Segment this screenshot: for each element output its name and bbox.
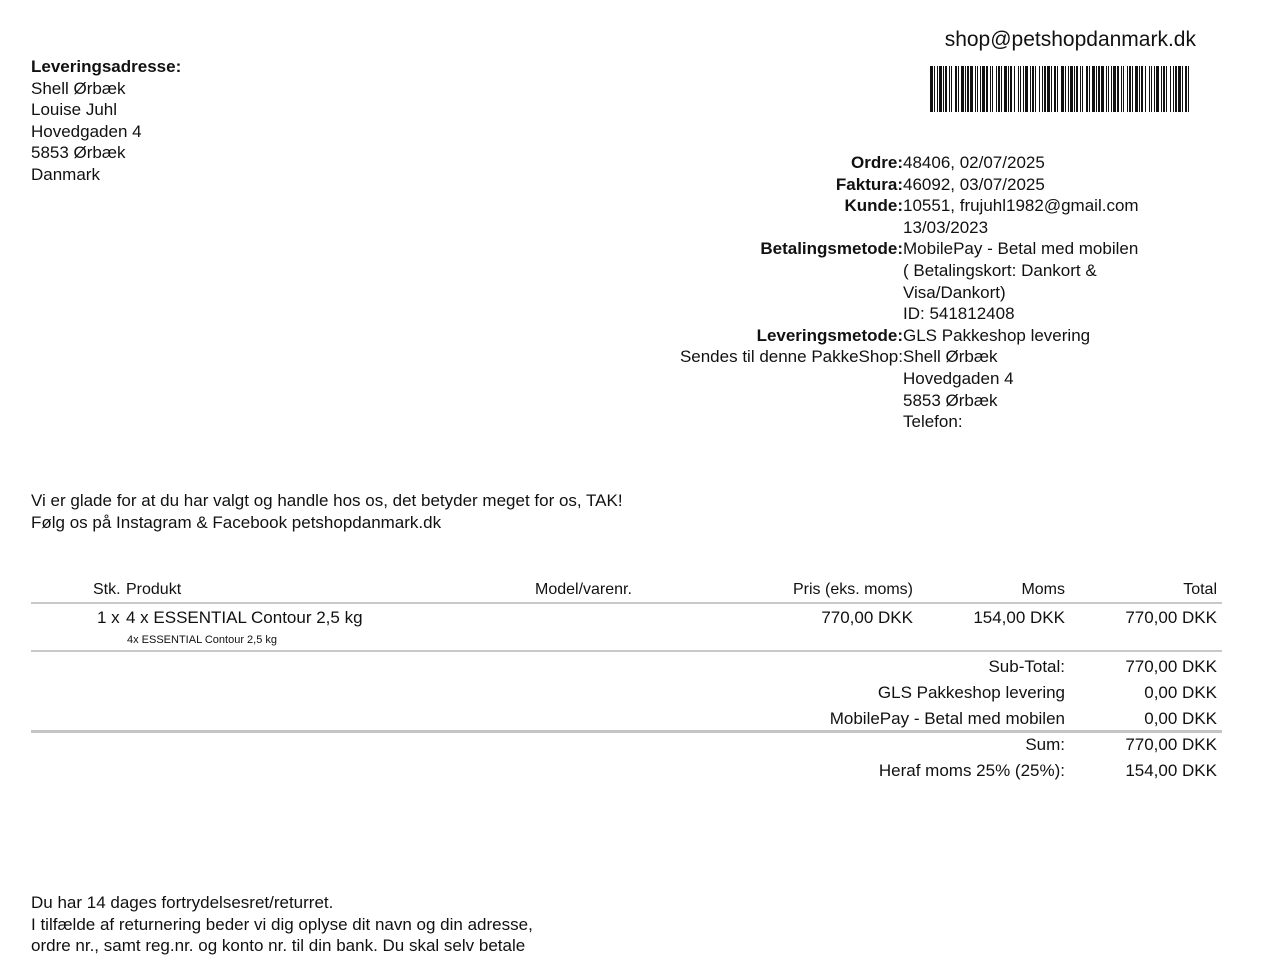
barcode-bar xyxy=(945,66,947,112)
order-info-row xyxy=(560,390,1260,412)
invoice-label: Faktura: xyxy=(835,174,903,194)
pakkeshop-label: Sendes til denne PakkeShop: xyxy=(679,347,903,367)
barcode-bar xyxy=(1145,66,1146,112)
customer-value: 10551, frujuhl1982@gmail.com xyxy=(903,196,1139,216)
barcode-bar xyxy=(1032,66,1034,112)
barcode-bar xyxy=(934,66,935,112)
barcode-bar xyxy=(965,66,966,112)
item-product: 4 x ESSENTIAL Contour 2,5 kg xyxy=(126,608,363,627)
barcode-bar xyxy=(937,66,938,112)
barcode-bar xyxy=(1182,66,1183,112)
barcode-bar xyxy=(980,66,981,112)
barcode-bar xyxy=(1025,66,1028,112)
return-policy-line: Du har 14 dages fortrydelsesret/returret. xyxy=(31,893,334,912)
delivery-line: 5853 Ørbæk xyxy=(31,143,126,163)
header-product: Produkt xyxy=(126,581,182,598)
delivery-line: Shell Ørbæk xyxy=(31,78,126,98)
barcode-bar xyxy=(1074,66,1075,112)
barcode-bar xyxy=(986,66,988,112)
shop-email: shop@petshopdanmark.dk xyxy=(944,28,1196,51)
barcode-bar xyxy=(1035,66,1036,112)
barcode-bar xyxy=(1127,66,1128,112)
thank-you-message xyxy=(31,490,623,533)
barcode-bar xyxy=(1068,66,1069,112)
barcode-bar xyxy=(1014,66,1015,112)
header-moms: Moms xyxy=(1021,581,1065,598)
barcode-bar xyxy=(1106,66,1107,112)
info-label-empty xyxy=(560,411,903,433)
barcode-bar xyxy=(1089,66,1090,112)
social-line: Følg os på Instagram & Facebook petshopdanmark.dk xyxy=(31,512,442,532)
header-price: Pris (eks. moms) xyxy=(793,581,913,598)
barcode-bar xyxy=(1051,66,1052,112)
info-label-empty xyxy=(560,217,903,239)
barcode-bar xyxy=(1113,66,1116,112)
order-info-row xyxy=(560,282,1260,304)
order-info-row xyxy=(560,195,1260,217)
barcode-bar xyxy=(1161,66,1162,112)
barcode-bar xyxy=(1020,66,1021,112)
barcode-bar xyxy=(1030,66,1031,112)
barcode-bar xyxy=(1008,66,1009,112)
barcode-bar xyxy=(1018,66,1019,112)
barcode-bar xyxy=(1178,66,1181,112)
barcode-bar xyxy=(1117,66,1119,112)
return-policy-line: I tilfælde af returnering beder vi dig oplyse dit navn og din adresse, xyxy=(31,914,533,934)
payment-method-label: Betalingsmetode: xyxy=(760,239,903,259)
delivery-address xyxy=(31,56,181,186)
barcode-bar xyxy=(951,66,952,112)
barcode-bar xyxy=(1156,66,1159,112)
barcode-bar xyxy=(1149,66,1150,112)
barcode-bar xyxy=(943,66,944,112)
header-model: Model/varenr. xyxy=(535,581,632,598)
payment-card-line: ( Betalingskort: Dankort & xyxy=(903,260,1097,280)
barcode-bar xyxy=(1001,66,1002,112)
item-qty: 1 x xyxy=(97,608,120,627)
barcode-bar xyxy=(1123,66,1124,112)
thank-you-line: Vi er glade for at du har valgt og handle hos os, det betyder meget for os, TAK! xyxy=(31,491,623,510)
totals-row xyxy=(31,759,1222,785)
barcode-bar xyxy=(1108,66,1109,112)
order-info-row xyxy=(560,346,1260,368)
barcode xyxy=(930,66,1192,112)
pakkeshop-street: Hovedgaden 4 xyxy=(903,368,1014,388)
item-total: 770,00 DKK xyxy=(1125,608,1217,627)
pakkeshop-phone: Telefon: xyxy=(903,412,963,432)
pakkeshop-city: 5853 Ørbæk xyxy=(903,390,998,410)
barcode-bar xyxy=(1010,66,1012,112)
order-info-row xyxy=(560,368,1260,390)
barcode-bar xyxy=(1086,66,1088,112)
barcode-bar xyxy=(955,66,957,112)
order-info-row xyxy=(560,174,1260,196)
barcode-bar xyxy=(1121,66,1122,112)
barcode-bar xyxy=(1173,66,1174,112)
vat-value: 154,00 DKK xyxy=(1125,761,1217,780)
barcode-bar xyxy=(998,66,1000,112)
barcode-bar xyxy=(975,66,976,112)
customer-date: 13/03/2023 xyxy=(903,217,989,237)
barcode-bar xyxy=(1188,66,1189,112)
barcode-bar xyxy=(1154,66,1155,112)
totals-row xyxy=(31,704,1222,730)
barcode-bar xyxy=(1023,66,1024,112)
barcode-bar xyxy=(1076,66,1078,112)
barcode-bar xyxy=(1092,66,1095,112)
barcode-bar xyxy=(1151,66,1152,112)
totals-row xyxy=(31,652,1222,678)
barcode-bar xyxy=(1111,66,1112,112)
barcode-bar xyxy=(1057,66,1058,112)
delivery-method-value: GLS Pakkeshop levering xyxy=(903,325,1091,345)
item-subtitle: 4x ESSENTIAL Contour 2,5 kg xyxy=(127,634,277,646)
barcode-bar xyxy=(930,66,933,112)
barcode-bar xyxy=(1044,66,1046,112)
barcode-bar xyxy=(1135,66,1138,112)
payment-method-value: MobilePay - Betal med mobilen xyxy=(903,239,1139,259)
item-moms: 154,00 DKK xyxy=(973,608,1065,627)
order-info-row xyxy=(560,411,1260,433)
subtotal-label: Sub-Total: xyxy=(988,657,1065,676)
table-header xyxy=(31,580,1222,604)
barcode-bar xyxy=(961,66,964,112)
order-lines-table xyxy=(31,580,1222,785)
order-info-row xyxy=(560,238,1260,260)
barcode-bar xyxy=(1039,66,1040,112)
delivery-address-title: Leveringsadresse: xyxy=(31,57,182,76)
info-label-empty xyxy=(560,282,903,304)
barcode-bar xyxy=(970,66,973,112)
info-label-empty xyxy=(560,303,903,325)
barcode-bar xyxy=(977,66,978,112)
delivery-line: Hovedgaden 4 xyxy=(31,121,142,141)
payment-id: ID: 541812408 xyxy=(903,304,1015,324)
barcode-bar xyxy=(1141,66,1143,112)
info-label-empty xyxy=(560,260,903,282)
barcode-bar xyxy=(990,66,991,112)
subtotal-value: 770,00 DKK xyxy=(1125,657,1217,676)
barcode-bar xyxy=(1065,66,1066,112)
barcode-bar xyxy=(1166,66,1167,112)
barcode-bar xyxy=(1054,66,1056,112)
order-value: 48406, 02/07/2025 xyxy=(903,153,1045,172)
barcode-bar xyxy=(1080,66,1081,112)
barcode-bar xyxy=(967,66,969,112)
barcode-bar xyxy=(1175,66,1177,112)
barcode-bar xyxy=(1004,66,1007,112)
order-label: Ordre: xyxy=(851,153,903,172)
barcode-bar xyxy=(1170,66,1171,112)
barcode-bar xyxy=(958,66,959,112)
barcode-bar xyxy=(1042,66,1043,112)
invoice-value: 46092, 03/07/2025 xyxy=(903,174,1045,194)
barcode-bar xyxy=(939,66,942,112)
barcode-bar xyxy=(1098,66,1100,112)
return-policy-line: ordre nr., samt reg.nr. og konto nr. til din bank. Du skal selv betale xyxy=(31,936,526,956)
order-info-row xyxy=(560,260,1260,282)
shipping-value: 0,00 DKK xyxy=(1144,683,1217,702)
sum-label: Sum: xyxy=(1025,735,1065,754)
barcode-bar xyxy=(1139,66,1140,112)
barcode-bar xyxy=(1070,66,1073,112)
delivery-line: Louise Juhl xyxy=(31,100,118,120)
barcode-bar xyxy=(1132,66,1133,112)
table-row xyxy=(31,604,1222,652)
order-info-row xyxy=(560,325,1260,347)
order-info-row xyxy=(560,152,1260,174)
order-info-row xyxy=(560,303,1260,325)
order-info-row xyxy=(560,217,1260,239)
customer-label: Kunde: xyxy=(844,196,903,216)
barcode-bar xyxy=(982,66,985,112)
barcode-bar xyxy=(1163,66,1165,112)
order-info xyxy=(560,152,1260,433)
totals-row xyxy=(31,733,1222,759)
vat-label: Heraf moms 25% (25%): xyxy=(878,761,1065,780)
barcode-bar xyxy=(1061,66,1064,112)
pakkeshop-name: Shell Ørbæk xyxy=(903,347,998,367)
payment-fee-label: MobilePay - Betal med mobilen xyxy=(829,709,1065,728)
info-label-empty xyxy=(560,368,903,390)
header-stk: Stk. xyxy=(93,581,121,598)
barcode-bar xyxy=(1082,66,1083,112)
item-price: 770,00 DKK xyxy=(821,608,913,627)
barcode-bar xyxy=(1101,66,1104,112)
totals-row xyxy=(31,678,1222,704)
barcode-bar xyxy=(1096,66,1097,112)
barcode-bar xyxy=(1185,66,1187,112)
payment-card-line: Visa/Dankort) xyxy=(903,282,1006,302)
barcode-bar xyxy=(992,66,993,112)
barcode-bar xyxy=(949,66,950,112)
barcode-bar xyxy=(1047,66,1050,112)
barcode-bar xyxy=(996,66,997,112)
payment-fee-value: 0,00 DKK xyxy=(1144,709,1217,728)
delivery-line: Danmark xyxy=(31,164,100,184)
return-policy xyxy=(31,892,533,957)
header-total: Total xyxy=(1183,581,1217,598)
info-label-empty xyxy=(560,390,903,412)
barcode-bar xyxy=(1129,66,1131,112)
sum-value: 770,00 DKK xyxy=(1125,735,1217,754)
delivery-method-label: Leveringsmetode: xyxy=(756,325,903,345)
shipping-label: GLS Pakkeshop levering xyxy=(877,683,1065,702)
